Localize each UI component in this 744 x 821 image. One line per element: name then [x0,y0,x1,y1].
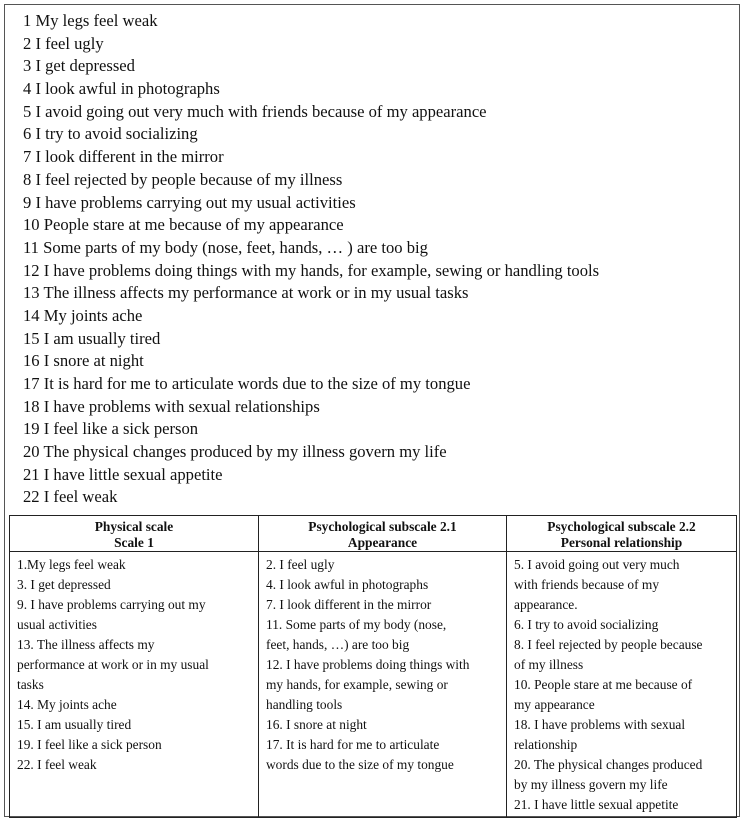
column-header-appearance [259,516,507,552]
table-header-row [10,516,737,552]
item-list [23,10,599,509]
list-item: 16 I snore at night [23,351,144,371]
list-item: 14 My joints ache [23,305,143,325]
cell-line: performance at work or in my usual [17,657,209,672]
subscale-table [9,515,737,818]
cell-line: tasks [17,677,44,692]
cell-line: 12. I have problems doing things with [266,657,470,672]
list-item: 1 My legs feel weak [23,11,158,30]
list-item: 21 I have little sexual appetite [23,464,223,484]
list-item: 13 The illness affects my performance at work or in my usual tasks [23,283,469,303]
cell-line: 20. The physical changes produced [514,757,703,772]
column-title: Psychological subscale 2.2 [547,519,696,534]
cell-line: 1.My legs feel weak [17,557,126,572]
cell-line: handling tools [266,697,343,712]
cell-line: 4. I look awful in photographs [266,577,429,592]
column-subtitle: Appearance [347,534,418,550]
cell-line: 18. I have problems with sexual [514,717,686,732]
cell-line: my appearance [514,697,595,712]
column-header-physical [10,516,259,552]
cell-line: 7. I look different in the mirror [266,597,432,612]
cell-line: 8. I feel rejected by people because [514,637,703,652]
cell-line: 6. I try to avoid socializing [514,617,659,632]
list-item: 15 I am usually tired [23,328,161,348]
cell-line: usual activities [17,617,97,632]
list-item: 8 I feel rejected by people because of my illness [23,169,343,189]
cell-line: 17. It is hard for me to articulate [266,737,440,752]
list-item: 9 I have problems carrying out my usual activities [23,192,356,212]
list-item: 22 I feel weak [23,487,118,507]
cell-personal-relationship [507,552,737,818]
cell-line: 19. I feel like a sick person [17,737,162,752]
cell-line: of my illness [514,657,584,672]
cell-line: relationship [514,737,578,752]
list-item: 3 I get depressed [23,56,135,76]
list-item: 5 I avoid going out very much with friends because of my appearance [23,101,487,121]
list-item: 12 I have problems doing things with my hands, for example, sewing or handling tools [23,260,600,280]
cell-line: words due to the size of my tongue [266,757,454,772]
cell-line: 11. Some parts of my body (nose, [266,617,447,632]
cell-line: 14. My joints ache [17,697,117,712]
list-item: 10 People stare at me because of my appearance [23,215,344,235]
cell-line: feet, hands, …) are too big [266,637,410,652]
list-item: 11 Some parts of my body (nose, feet, hands, … ) are too big [23,237,428,257]
list-item: 6 I try to avoid socializing [23,124,198,144]
table-row [10,552,737,818]
cell-line: 16. I snore at night [266,717,367,732]
cell-line: 21. I have little sexual appetite [514,797,679,812]
cell-line: 3. I get depressed [17,577,111,592]
list-item: 19 I feel like a sick person [23,419,199,439]
cell-line: 13. The illness affects my [17,637,155,652]
list-item: 7 I look different in the mirror [23,147,224,167]
list-item: 18 I have problems with sexual relationships [23,396,320,416]
column-title: Psychological subscale 2.1 [308,519,457,534]
cell-physical [10,552,259,818]
cell-line: 5. I avoid going out very much [514,557,680,572]
column-subtitle: Personal relationship [560,534,683,550]
cell-line: 10. People stare at me because of [514,677,693,692]
list-item: 20 The physical changes produced by my illness govern my life [23,442,447,462]
cell-line: 9. I have problems carrying out my [17,597,206,612]
cell-appearance [259,552,507,818]
list-item: 2 I feel ugly [23,33,104,53]
cell-line: 22. I feel weak [17,757,97,772]
list-item: 17 It is hard for me to articulate words due to the size of my tongue [23,374,471,393]
cell-line: appearance. [514,597,578,612]
cell-line: with friends because of my [514,577,660,592]
list-item: 4 I look awful in photographs [23,79,220,99]
cell-line: 15. I am usually tired [17,717,132,732]
cell-line: my hands, for example, sewing or [266,677,448,692]
column-header-personal-relationship [507,516,737,552]
questionnaire-document [4,4,740,817]
cell-line: by my illness govern my life [514,777,668,792]
column-title: Physical scale [94,519,174,534]
column-subtitle: Scale 1 [114,534,154,550]
cell-line: 2. I feel ugly [266,557,335,572]
